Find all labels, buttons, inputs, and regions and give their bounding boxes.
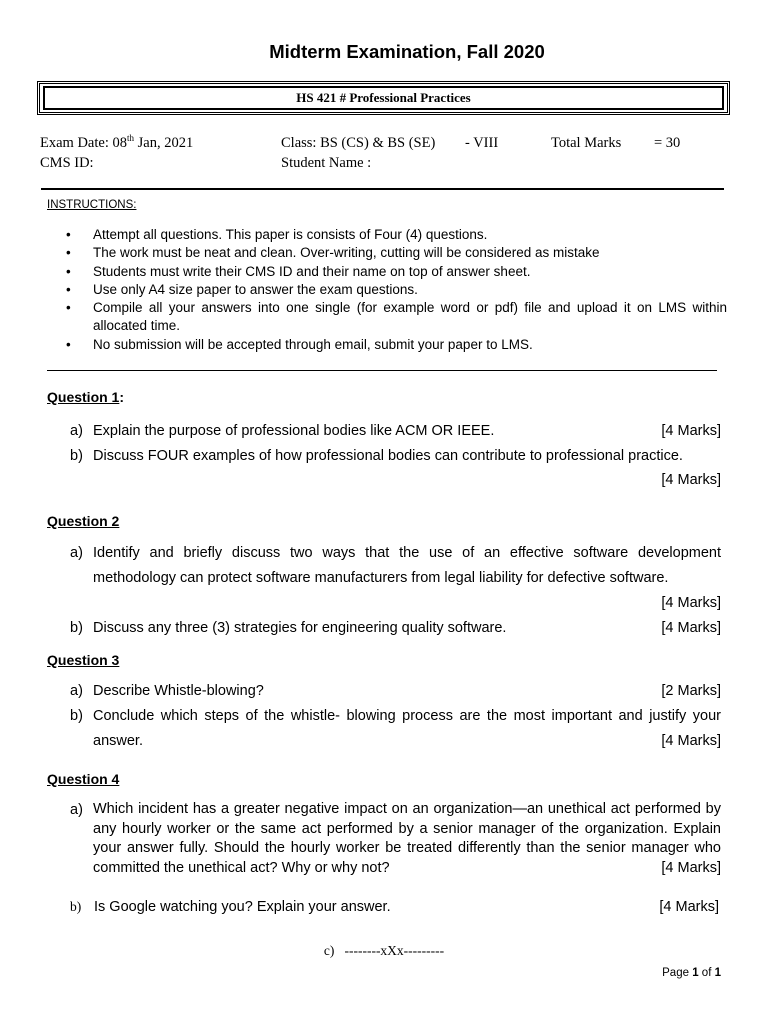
instruction-item: • Attempt all questions. This paper is consists of Four (4) questions. (47, 226, 727, 244)
question-3b-label: b) (70, 708, 83, 724)
question-2b-marks: [4 Marks] (661, 620, 721, 636)
instructions-list (47, 226, 727, 354)
question-1b-text: Discuss FOUR examples of how professional bodies can contribute to professional practice. (93, 448, 683, 464)
class-label: Class: BS (CS) & BS (SE) (281, 135, 436, 151)
total-marks-label: Total Marks (551, 135, 622, 151)
question-1a-label: a) (70, 423, 83, 439)
question-4b-text: Is Google watching you? Explain your answer. (94, 899, 391, 915)
course-title: HS 421 # Professional Practices (296, 90, 471, 105)
question-4b-label: b) (70, 899, 82, 914)
question-4a-label: a) (70, 802, 83, 818)
question-1a-text: Explain the purpose of professional bodies like ACM OR IEEE. (93, 423, 495, 439)
question-1a-marks: [4 Marks] (661, 423, 721, 439)
question-3a-label: a) (70, 683, 83, 699)
question-4b-marks: [4 Marks] (659, 899, 719, 915)
instruction-item: • Students must write their CMS ID and their name on top of answer sheet. (47, 263, 727, 281)
question-4a-marks: [4 Marks] (655, 860, 721, 876)
page-indicator: Page 1 of 1 (662, 967, 721, 979)
question-2b-text: Discuss any three (3) strategies for engineering quality software. (93, 620, 507, 636)
student-name-label: Student Name : (281, 155, 372, 171)
question-3b-text: Conclude which steps of the whistle- blowing process are the most important and justify your answer. (93, 708, 721, 749)
end-of-paper-marker: c) --------xXx--------- (323, 943, 445, 958)
question-3b-marks: [4 Marks] (661, 733, 721, 749)
question-1b-label: b) (70, 448, 83, 464)
instruction-item: • Compile all your answers into one single (for example word or pdf) file and upload it on LMS within allocated time. (47, 299, 727, 336)
total-marks-value: = 30 (654, 135, 681, 151)
semester-label: - VIII (465, 135, 499, 151)
instruction-item: • No submission will be accepted through email, submit your paper to LMS. (47, 336, 727, 354)
question-3-heading: Question 3 (47, 652, 120, 668)
question-3a-text: Describe Whistle-blowing? (93, 683, 264, 699)
question-2a-label: a) (70, 545, 83, 561)
exam-title: Midterm Examination, Fall 2020 (269, 41, 545, 62)
cms-id-label: CMS ID: (40, 155, 94, 171)
instruction-item: • The work must be neat and clean. Over-writing, cutting will be considered as mistake (47, 244, 727, 262)
question-4-heading: Question 4 (47, 771, 120, 787)
question-2b-label: b) (70, 620, 83, 636)
exam-date: Exam Date: 08th Jan, 2021 (40, 133, 194, 151)
header-divider (41, 188, 724, 190)
instructions-heading: INSTRUCTIONS: (47, 199, 137, 211)
question-1-heading: Question 1: (47, 389, 125, 405)
question-4a-text: Which incident has a greater negative impact on an organization—an unethical act performed by any hourly worker or the same act performed by a senior manager of the organization. Explain your answer fully. Should the hourly worker be treated differently than the senior manager who committed the unethical act? Why or why not? (93, 801, 721, 876)
instruction-item: • Use only A4 size paper to answer the exam questions. (47, 281, 727, 299)
question-1b-marks: [4 Marks] (661, 472, 721, 488)
question-2a-text: Identify and briefly discuss two ways that the use of an effective software development methodology can protect software manufacturers from legal liability for defective software. (93, 545, 721, 586)
question-2-heading: Question 2 (47, 513, 120, 529)
question-2a-marks: [4 Marks] (661, 595, 721, 611)
question-3a-marks: [2 Marks] (661, 683, 721, 699)
instructions-divider (47, 370, 717, 371)
